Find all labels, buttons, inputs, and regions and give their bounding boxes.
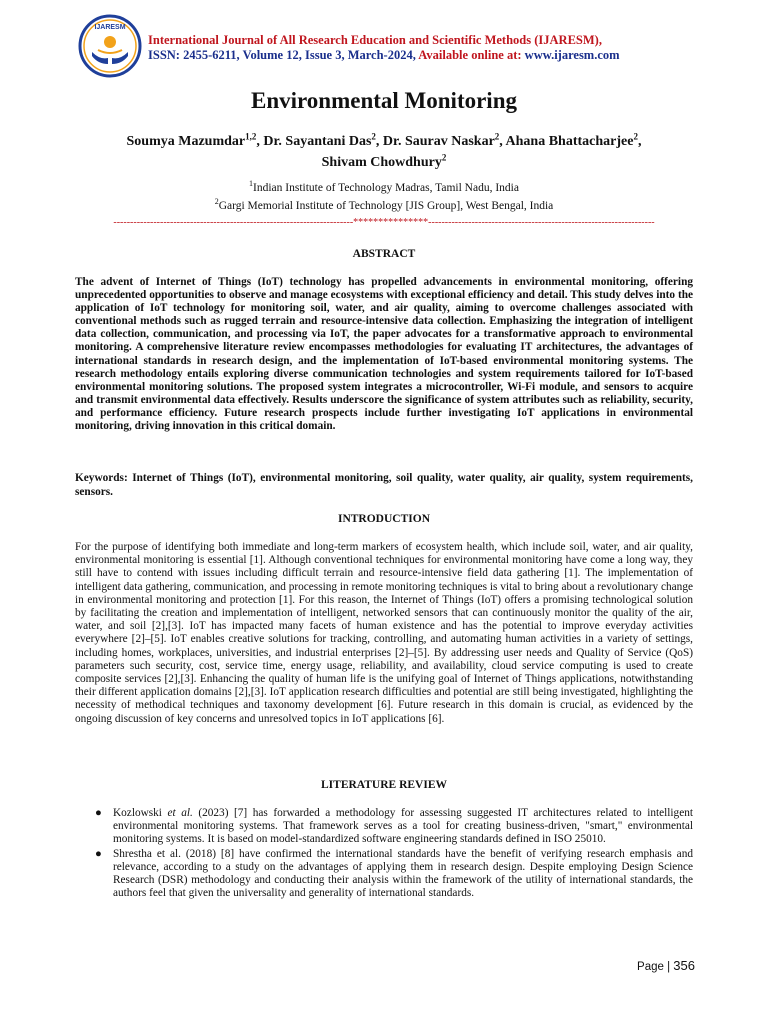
- page-label: Page: [637, 961, 664, 973]
- section-divider: ------------------------------------------------------------------------***************--------------------------------------------------------------------: [113, 217, 655, 228]
- affiliations: [70, 177, 698, 213]
- literature-list: [75, 807, 693, 901]
- affiliation-2: $^2$Gargi Memorial Institute of Technology [JIS Group], West Bengal, India: [214, 196, 554, 212]
- literature-review-heading: LITERATURE REVIEW: [321, 779, 447, 791]
- introduction-text: For the purpose of identifying both immediate and long-term markers of ecosystem health, which include soil, water, and air quality, environmental monitoring is essential [1]. Although conventional techniques for environmental monitoring have come a long way, they still have to contend with issues including difficult terrain and resource-intensive field data gathering [1]. The implementation of intelligent data gathering, communication, and processing in remote monitoring techniques is vital to bring about a revolutionary change in environmental monitoring and protection [1]. For this reason, the Internet of Things (IoT) offers a promising technological solution by facilitating the creation and implementation of intelligent, networked sensors that can continuously monitor the quality of the air, water, and soil [2],[3]. IoT has impacted many facets of human existence and has the potential to improve everyday activities everywhere [2]–[5]. IoT enables creative solutions for tracking, controlling, and automating human activities in a variety of settings, including homes, workplaces, universities, and industrial enterprises [2]–[5]. By addressing user needs and Quality of Service (QoS) parameters such security, cost, service time, energy usage, reliability, and availability, cloud service computing is used to create composite services [2],[3]. Enhancing the quality of human life is the unifying goal of Internet of Things applications, notwithstanding their different application domains [2],[3]. IoT application research difficulties and potential are still being investigated, highlighting the necessity of methodical techniques and taxonomy development [6]. Future research in this domain is crucial, as evidenced by the ongoing discussion of key concerns and unresolved topics in IoT applications [6].: [75, 541, 693, 725]
- journal-available-label: Available online at:: [418, 48, 522, 62]
- author-list: [70, 128, 698, 171]
- page-separator: |: [667, 961, 671, 973]
- author-4: Ahana Bhattacharjee$^2$,: [505, 131, 642, 149]
- abstract-text: The advent of Internet of Things (IoT) technology has propelled advancements in environmental monitoring, offering unprecedented opportunities to observe and manage ecosystems with exceptional efficiency and detail. This study delves into the application of IoT technology for monitoring soil, water, and air quality, aiming to overcome challenges associated with conventional methods such as rugged terrain and resource-intensive data collection. Emphasizing the integration of intelligent data collection, communication, and processing via IoT, the paper advocates for a transformative approach to environmental monitoring. A comprehensive literature review encompasses methodologies for evaluating IT architectures, the advantages of international standards in research design, and the implementation of IoT-based environmental monitoring systems. The research methodology entails exploring diverse communication technologies and system requirements tailored for IoT-based environmental monitoring solutions. The proposed system integrates a microcontroller, Wi-Fi module, and sensors to acquire and transmit environmental data effectively. Results underscore the significance of system attributes such as reliability, security, and performance efficiency. Future research prospects include further investigating IoT applications in environmental monitoring, driving innovation in this critical domain.: [75, 276, 693, 433]
- journal-name: International Journal of All Research Education and Scientific Methods (IJARESM),: [148, 33, 602, 47]
- journal-issn: ISSN: 2455-6211, Volume 12, Issue 3, March-2024,: [148, 48, 416, 62]
- affiliation-1: $^1$Indian Institute of Technology Madras, Tamil Nadu, India: [249, 179, 519, 194]
- journal-header: [148, 33, 620, 63]
- keywords: Keywords: Internet of Things (IoT), environmental monitoring, soil quality, water quality, air quality, system requirements, sensors.: [75, 472, 693, 498]
- author-3: Dr. Saurav Naskar$^2$,: [382, 131, 506, 149]
- list-item: ● Kozlowski et al. (2023) [7] has forwarded a methodology for assessing suggested IT architectures related to intelligent environmental monitoring systems. That framework serves as a tool for creating business-driven, "smart," environmental monitoring systems. It is based on model-standardized software engineering standards defined in ISO 25010.: [95, 807, 694, 846]
- page-number: 356: [673, 958, 695, 973]
- introduction-heading: INTRODUCTION: [337, 513, 430, 525]
- list-item: ● Shrestha et al. (2018) [8] have confirmed the international standards have the benefit of verifying research emphasis and relevance, according to a study on the advantages of applying them in research design. Despite employing Design Science Research (DSR) methodology and conducting their analysis within the framework of the utility of international standards, the authors feel that given the universality and generality of international standards.: [95, 847, 693, 900]
- author-1: Soumya Mazumdar$^{1,2}$,: [126, 131, 264, 149]
- paper-title: Environmental Monitoring: [250, 88, 517, 113]
- abstract-heading: ABSTRACT: [352, 248, 416, 260]
- bullet-icon: ●: [95, 807, 102, 819]
- bullet-icon: ●: [95, 847, 102, 860]
- journal-url-link[interactable]: www.ijaresm.com: [524, 48, 620, 62]
- author-5: Shivam Chowdhury$^2$: [321, 152, 447, 171]
- ijaresm-logo: [78, 14, 142, 78]
- page-footer: [637, 958, 695, 973]
- journal-issue-line: [148, 48, 620, 63]
- logo-text: IJARESM: [94, 24, 126, 31]
- author-2: Dr. Sayantani Das$^2$,: [263, 131, 383, 149]
